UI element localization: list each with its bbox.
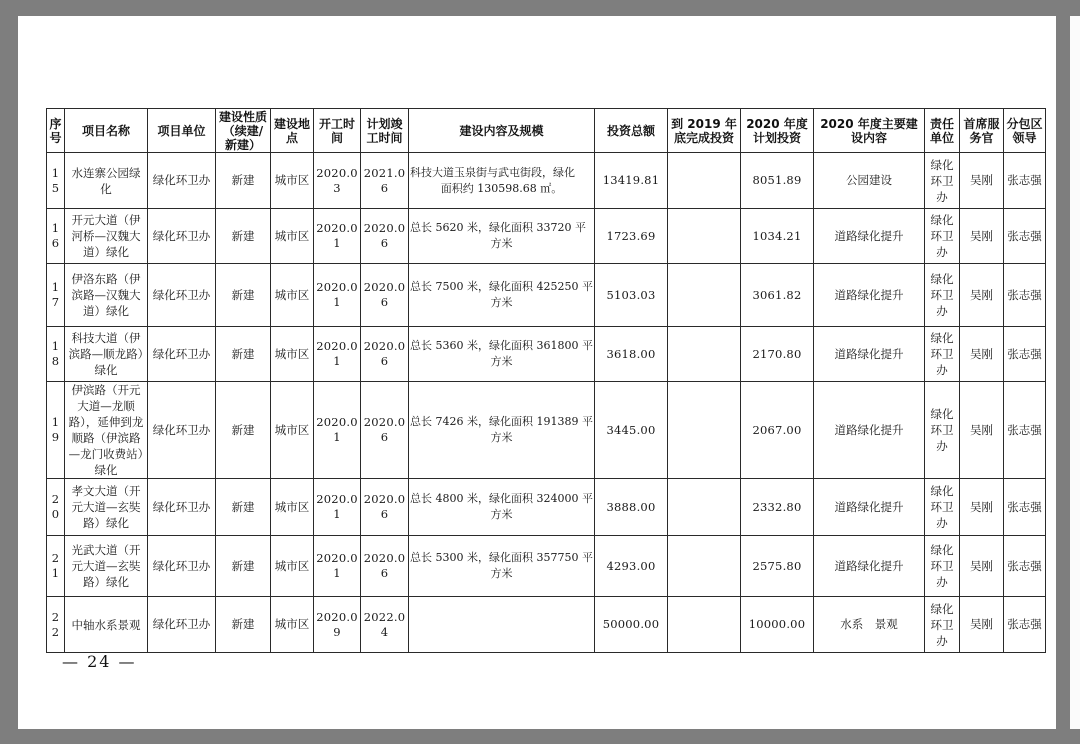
scope-line-1: 科技大道玉泉街与武屯街段，绿化 (410, 165, 575, 179)
cell-chief-officer: 吴刚 (959, 597, 1003, 653)
cell-total-investment: 5103.03 (594, 264, 667, 327)
cell-start-time: 2020.03 (314, 153, 361, 209)
cell-location: 城市区 (271, 327, 314, 382)
cell-content-2020: 道路绿化提升 (813, 327, 924, 382)
header-index: 序号 (47, 109, 65, 153)
cell-done-2019 (667, 264, 740, 327)
next-page-edge (1070, 16, 1080, 729)
header-project-name: 项目名称 (65, 109, 148, 153)
cell-scope (409, 597, 595, 653)
cell-chief-officer: 吴刚 (959, 327, 1003, 382)
cell-scope (409, 327, 595, 382)
cell-end-time: 2020.06 (361, 382, 409, 479)
cell-scope (409, 264, 595, 327)
header-project-unit: 项目单位 (148, 109, 216, 153)
cell-content-2020: 道路绿化提升 (813, 536, 924, 597)
cell-responsible-unit: 绿化环卫办 (924, 597, 959, 653)
cell-content-2020: 道路绿化提升 (813, 264, 924, 327)
header-plan-2020: 2020 年度计划投资 (740, 109, 813, 153)
scope-line-2: 方米 (490, 237, 513, 250)
cell-scope (409, 209, 595, 264)
cell-project-name: 科技大道（伊滨路—顺龙路）绿化 (65, 327, 148, 382)
table-row (47, 209, 1046, 264)
cell-done-2019 (667, 597, 740, 653)
cell-index: 21 (47, 536, 65, 597)
cell-project-unit: 绿化环卫办 (148, 264, 216, 327)
cell-end-time: 2020.06 (361, 479, 409, 536)
cell-district-leader: 张志强 (1003, 479, 1045, 536)
scope-line-1: 总长 7500 米，绿化面积 425250 平 (410, 280, 593, 293)
cell-end-time: 2020.06 (361, 327, 409, 382)
cell-done-2019 (667, 209, 740, 264)
cell-district-leader: 张志强 (1003, 327, 1045, 382)
cell-end-time: 2020.06 (361, 536, 409, 597)
scope-line-2: 方米 (490, 567, 513, 580)
table-row (47, 327, 1046, 382)
cell-project-unit: 绿化环卫办 (148, 536, 216, 597)
cell-end-time: 2020.06 (361, 209, 409, 264)
cell-plan-2020: 3061.82 (740, 264, 813, 327)
header-end-time: 计划竣工时间 (361, 109, 409, 153)
cell-plan-2020: 2170.80 (740, 327, 813, 382)
cell-plan-2020: 2575.80 (740, 536, 813, 597)
page-number: — 24 — (62, 652, 137, 671)
cell-build-type: 新建 (216, 536, 271, 597)
cell-end-time: 2021.06 (361, 153, 409, 209)
cell-content-2020: 道路绿化提升 (813, 382, 924, 479)
cell-plan-2020: 2067.00 (740, 382, 813, 479)
header-district-leader: 分包区领导 (1003, 109, 1045, 153)
cell-project-unit: 绿化环卫办 (148, 153, 216, 209)
cell-district-leader: 张志强 (1003, 209, 1045, 264)
cell-build-type: 新建 (216, 327, 271, 382)
cell-chief-officer: 吴刚 (959, 264, 1003, 327)
scope-line-1: 总长 5620 米，绿化面积 33720 平 (410, 221, 586, 234)
cell-start-time: 2020.01 (314, 382, 361, 479)
cell-responsible-unit: 绿化环卫办 (924, 209, 959, 264)
cell-location: 城市区 (271, 153, 314, 209)
cell-done-2019 (667, 382, 740, 479)
cell-scope (409, 479, 595, 536)
cell-done-2019 (667, 536, 740, 597)
cell-district-leader: 张志强 (1003, 536, 1045, 597)
header-total-investment: 投资总额 (594, 109, 667, 153)
cell-end-time: 2022.04 (361, 597, 409, 653)
cell-end-time: 2020.06 (361, 264, 409, 327)
cell-index: 18 (47, 327, 65, 382)
scope-line-2: 面积约 130598.68 ㎡。 (440, 181, 563, 195)
header-content-2020: 2020 年度主要建设内容 (813, 109, 924, 153)
cell-index: 16 (47, 209, 65, 264)
scope-line-2: 方米 (490, 508, 513, 521)
cell-responsible-unit: 绿化环卫办 (924, 479, 959, 536)
cell-plan-2020: 2332.80 (740, 479, 813, 536)
cell-index: 17 (47, 264, 65, 327)
cell-project-name: 伊洛东路（伊滨路—汉魏大道）绿化 (65, 264, 148, 327)
table-row (47, 536, 1046, 597)
cell-total-investment: 13419.81 (594, 153, 667, 209)
cell-chief-officer: 吴刚 (959, 153, 1003, 209)
table-row (47, 264, 1046, 327)
cell-total-investment: 3618.00 (594, 327, 667, 382)
cell-total-investment: 3888.00 (594, 479, 667, 536)
table-row (47, 153, 1046, 209)
scope-line-1: 总长 4800 米，绿化面积 324000 平 (410, 492, 593, 505)
cell-responsible-unit: 绿化环卫办 (924, 536, 959, 597)
scope-line-2: 方米 (490, 296, 513, 309)
cell-district-leader: 张志强 (1003, 153, 1045, 209)
cell-project-unit: 绿化环卫办 (148, 209, 216, 264)
table-header-row (47, 109, 1046, 153)
cell-scope (409, 536, 595, 597)
header-start-time: 开工时间 (314, 109, 361, 153)
cell-responsible-unit: 绿化环卫办 (924, 153, 959, 209)
cell-done-2019 (667, 327, 740, 382)
header-scope: 建设内容及规模 (409, 109, 595, 153)
cell-total-investment: 50000.00 (594, 597, 667, 653)
scope-line-2: 方米 (490, 431, 513, 444)
cell-build-type: 新建 (216, 264, 271, 327)
cell-location: 城市区 (271, 597, 314, 653)
header-responsible-unit: 责任单位 (924, 109, 959, 153)
scope-line-2: 方米 (490, 355, 513, 368)
cell-project-unit: 绿化环卫办 (148, 479, 216, 536)
cell-build-type: 新建 (216, 597, 271, 653)
cell-location: 城市区 (271, 264, 314, 327)
cell-start-time: 2020.01 (314, 327, 361, 382)
cell-build-type: 新建 (216, 382, 271, 479)
cell-index: 15 (47, 153, 65, 209)
cell-project-name: 开元大道（伊河桥—汉魏大道）绿化 (65, 209, 148, 264)
cell-start-time: 2020.01 (314, 536, 361, 597)
cell-project-unit: 绿化环卫办 (148, 382, 216, 479)
header-location: 建设地点 (271, 109, 314, 153)
scope-line-1: 总长 7426 米，绿化面积 191389 平 (410, 415, 593, 428)
cell-project-name: 伊滨路（开元大道—龙顺路），延伸到龙顺路（伊滨路—龙门收费站）绿化 (65, 382, 148, 479)
cell-responsible-unit: 绿化环卫办 (924, 327, 959, 382)
cell-index: 20 (47, 479, 65, 536)
cell-plan-2020: 8051.89 (740, 153, 813, 209)
cell-project-name: 水连寨公园绿化 (65, 153, 148, 209)
cell-total-investment: 1723.69 (594, 209, 667, 264)
cell-scope (409, 382, 595, 479)
cell-location: 城市区 (271, 382, 314, 479)
cell-build-type: 新建 (216, 209, 271, 264)
cell-total-investment: 4293.00 (594, 536, 667, 597)
table-row (47, 597, 1046, 653)
cell-index: 22 (47, 597, 65, 653)
cell-done-2019 (667, 153, 740, 209)
cell-location: 城市区 (271, 536, 314, 597)
cell-chief-officer: 吴刚 (959, 479, 1003, 536)
header-chief-officer: 首席服务官 (959, 109, 1003, 153)
cell-scope (409, 153, 595, 209)
cell-project-unit: 绿化环卫办 (148, 597, 216, 653)
cell-location: 城市区 (271, 479, 314, 536)
cell-project-name: 光武大道（开元大道—玄奘路）绿化 (65, 536, 148, 597)
cell-responsible-unit: 绿化环卫办 (924, 382, 959, 479)
cell-start-time: 2020.09 (314, 597, 361, 653)
cell-done-2019 (667, 479, 740, 536)
header-done-2019: 到 2019 年底完成投资 (667, 109, 740, 153)
cell-content-2020: 道路绿化提升 (813, 479, 924, 536)
scope-line-1: 总长 5300 米，绿化面积 357750 平 (410, 551, 593, 564)
cell-total-investment: 3445.00 (594, 382, 667, 479)
cell-chief-officer: 吴刚 (959, 536, 1003, 597)
cell-chief-officer: 吴刚 (959, 382, 1003, 479)
cell-project-unit: 绿化环卫办 (148, 327, 216, 382)
cell-district-leader: 张志强 (1003, 597, 1045, 653)
cell-start-time: 2020.01 (314, 209, 361, 264)
cell-content-2020: 水系 景观 (813, 597, 924, 653)
cell-district-leader: 张志强 (1003, 382, 1045, 479)
cell-location: 城市区 (271, 209, 314, 264)
cell-index: 19 (47, 382, 65, 479)
cell-build-type: 新建 (216, 479, 271, 536)
table-row (47, 479, 1046, 536)
cell-chief-officer: 吴刚 (959, 209, 1003, 264)
cell-plan-2020: 10000.00 (740, 597, 813, 653)
cell-responsible-unit: 绿化环卫办 (924, 264, 959, 327)
cell-build-type: 新建 (216, 153, 271, 209)
cell-start-time: 2020.01 (314, 264, 361, 327)
cell-project-name: 中轴水系景观 (65, 597, 148, 653)
table-row (47, 382, 1046, 479)
cell-plan-2020: 1034.21 (740, 209, 813, 264)
scope-line-1: 总长 5360 米，绿化面积 361800 平 (410, 339, 593, 352)
cell-district-leader: 张志强 (1003, 264, 1045, 327)
project-table (46, 108, 1046, 653)
cell-content-2020: 公园建设 (813, 153, 924, 209)
header-build-type: 建设性质（续建/新建） (216, 109, 271, 153)
cell-start-time: 2020.01 (314, 479, 361, 536)
cell-content-2020: 道路绿化提升 (813, 209, 924, 264)
cell-project-name: 孝文大道（开元大道—玄奘路）绿化 (65, 479, 148, 536)
